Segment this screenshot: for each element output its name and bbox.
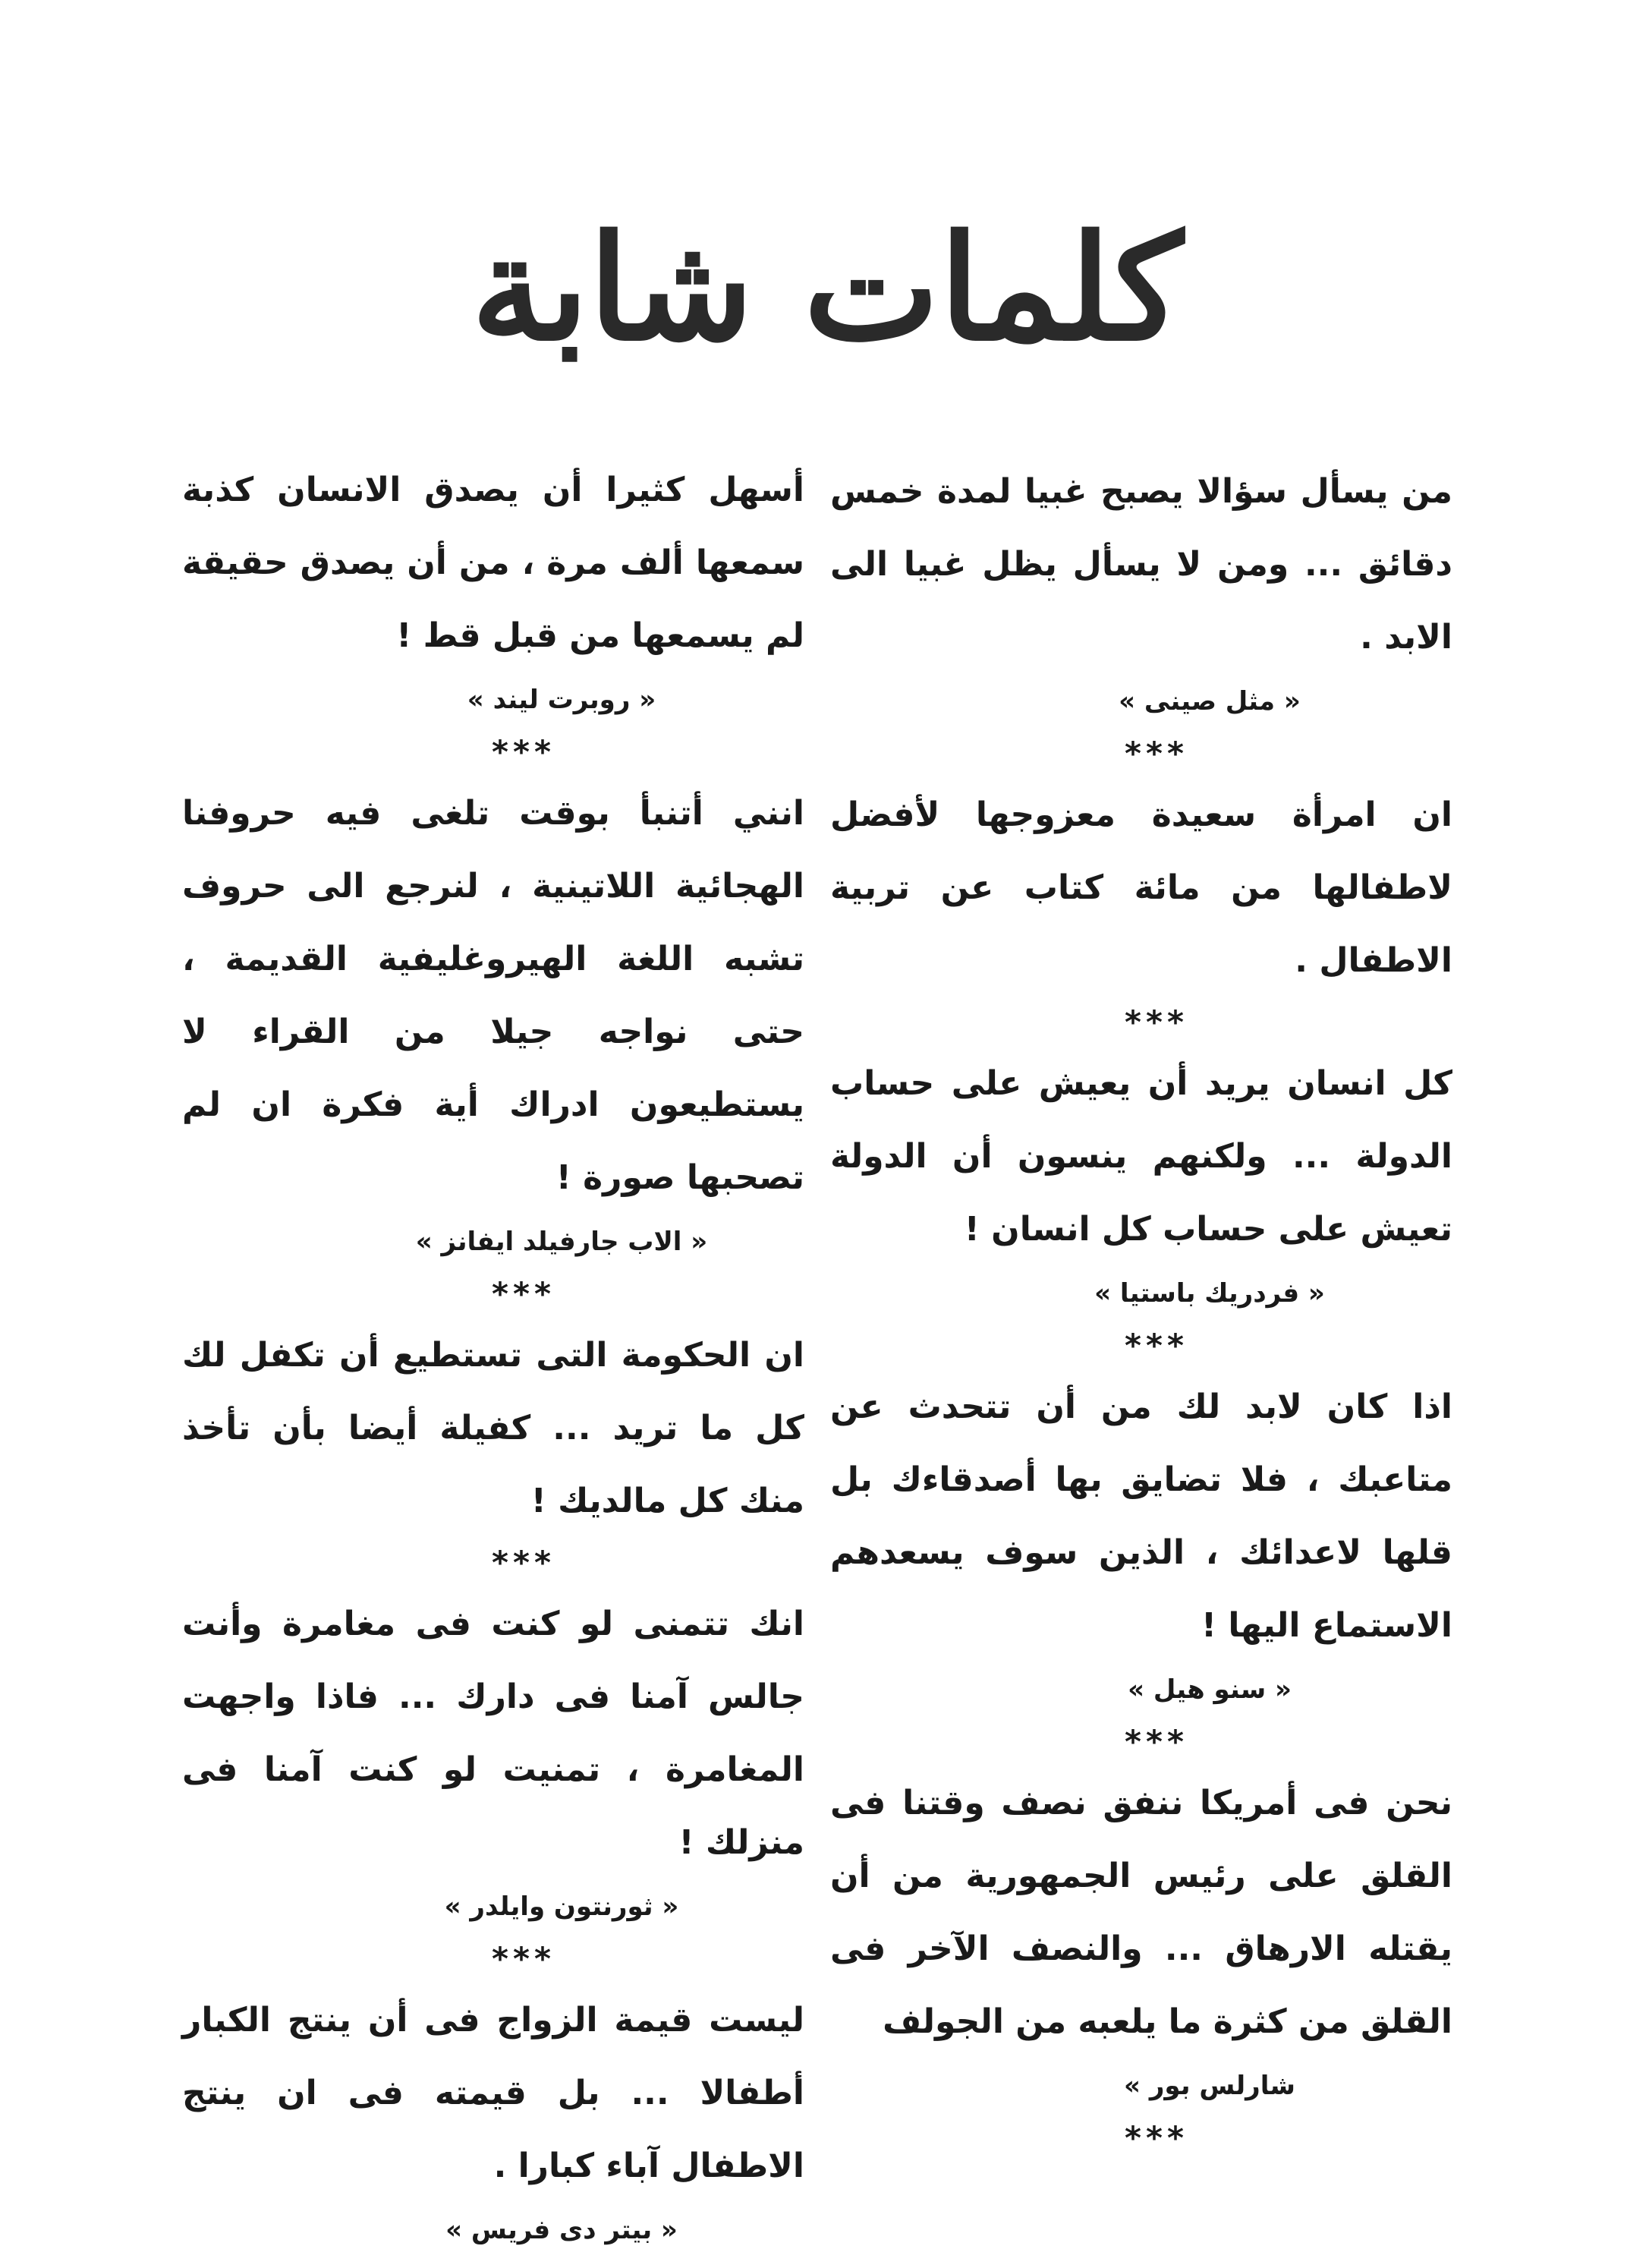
quote-entry (182, 1319, 804, 1538)
separator-stars: *** (1125, 735, 1188, 772)
separator-stars: *** (492, 1544, 555, 1581)
separator-stars: *** (1125, 1003, 1188, 1041)
quote-attribution: « سنو هيل » (1128, 1674, 1292, 1705)
quote-text: ليست قيمة الزواج فى أن ينتج الكبار أطفالا ... بل قيمته فى ان ينتج الاطفال آباء كبارا . (182, 2001, 804, 2185)
quote-text: ان امرأة سعيدة معزوجها لأفضل لاطفالها من مائة كتاب عن تربية الاطفال . (830, 795, 1452, 980)
separator-stars: *** (1125, 2119, 1188, 2156)
quote-text: أسهل كثيرا أن يصدق الانسان كذبة سمعها ألف مرة ، من أن يصدق حقيقة لم يسمعها من قبل قط ! (182, 471, 804, 655)
right-column (830, 455, 1452, 2163)
left-column (182, 454, 804, 2257)
quote-attribution: شارلس بور » (1124, 2071, 1295, 2101)
quote-text: نحن فى أمريكا ننفق نصف وقتنا فى القلق على رئيس الجمهورية من أن يقتله الارهاق ... والنصف الآخر فى القلق من كثرة ما يلعبه من الجولف (830, 1784, 1452, 2041)
quote-text: ان الحكومة التى تستطيع أن تكفل لك كل ما تريد ... كفيلة أيضا بأن تأخذ منك كل مالديك ! (182, 1336, 804, 1520)
quote-entry (830, 455, 1452, 729)
quote-text: انني أتنبأ بوقت تلغى فيه حروفنا الهجائية اللاتينية ، لنرجع الى حروف تشبه اللغة الهيروغليفية القديمة ، حتى نواجه جيلا من القراء لا يستطيعون ادراك أية فكرة ان لم تصحبها صورة ! (182, 794, 804, 1197)
page-title: كلمات شابة (471, 203, 1183, 373)
quote-entry (830, 1047, 1452, 1321)
quote-text: كل انسان يريد أن يعيش على حساب الدولة ... ولكنهم ينسون أن الدولة تعيش على حساب كل انسان ! (830, 1064, 1452, 1249)
quote-entry (182, 1588, 804, 1934)
quote-text: اذا كان لابد لك من أن تتحدث عن متاعبك ، فلا تضايق بها أصدقاءك بل قلها لاعدائك ، الذين سوف يسعدهم الاستماع اليها ! (830, 1388, 1452, 1645)
quote-entry (830, 779, 1452, 997)
quote-attribution: « فردريك باستيا » (1094, 1278, 1325, 1309)
quote-entry (182, 454, 804, 727)
separator-stars: *** (492, 1275, 555, 1312)
separator-stars: *** (492, 1940, 555, 1977)
quote-text: انك تتمنى لو كنت فى مغامرة وأنت جالس آمنا فى دارك ... فاذا واجهت المغامرة ، تمنيت لو كنت آمنا فى منزلك ! (182, 1605, 804, 1862)
quote-entry (182, 777, 804, 1269)
separator-stars: *** (1125, 1327, 1188, 1364)
quote-entry (830, 1767, 1452, 2113)
quote-entry (830, 1371, 1452, 1717)
quote-attribution: « بيتر دى فريس » (445, 2215, 678, 2245)
quote-text: من يسأل سؤالا يصبح غبيا لمدة خمس دقائق ... ومن لا يسأل يظل غبيا الى الابد . (830, 472, 1452, 657)
quote-attribution: « الاب جارفيلد ايفانز » (415, 1227, 708, 1257)
separator-stars: *** (1125, 1723, 1188, 1760)
quote-entry (182, 1984, 804, 2257)
quote-attribution: « روبرت ليند » (467, 685, 656, 715)
separator-stars: *** (492, 733, 555, 770)
quote-attribution: « مثل صينى » (1119, 686, 1301, 717)
quote-attribution: « ثورنتون وايلدر » (444, 1892, 679, 1922)
